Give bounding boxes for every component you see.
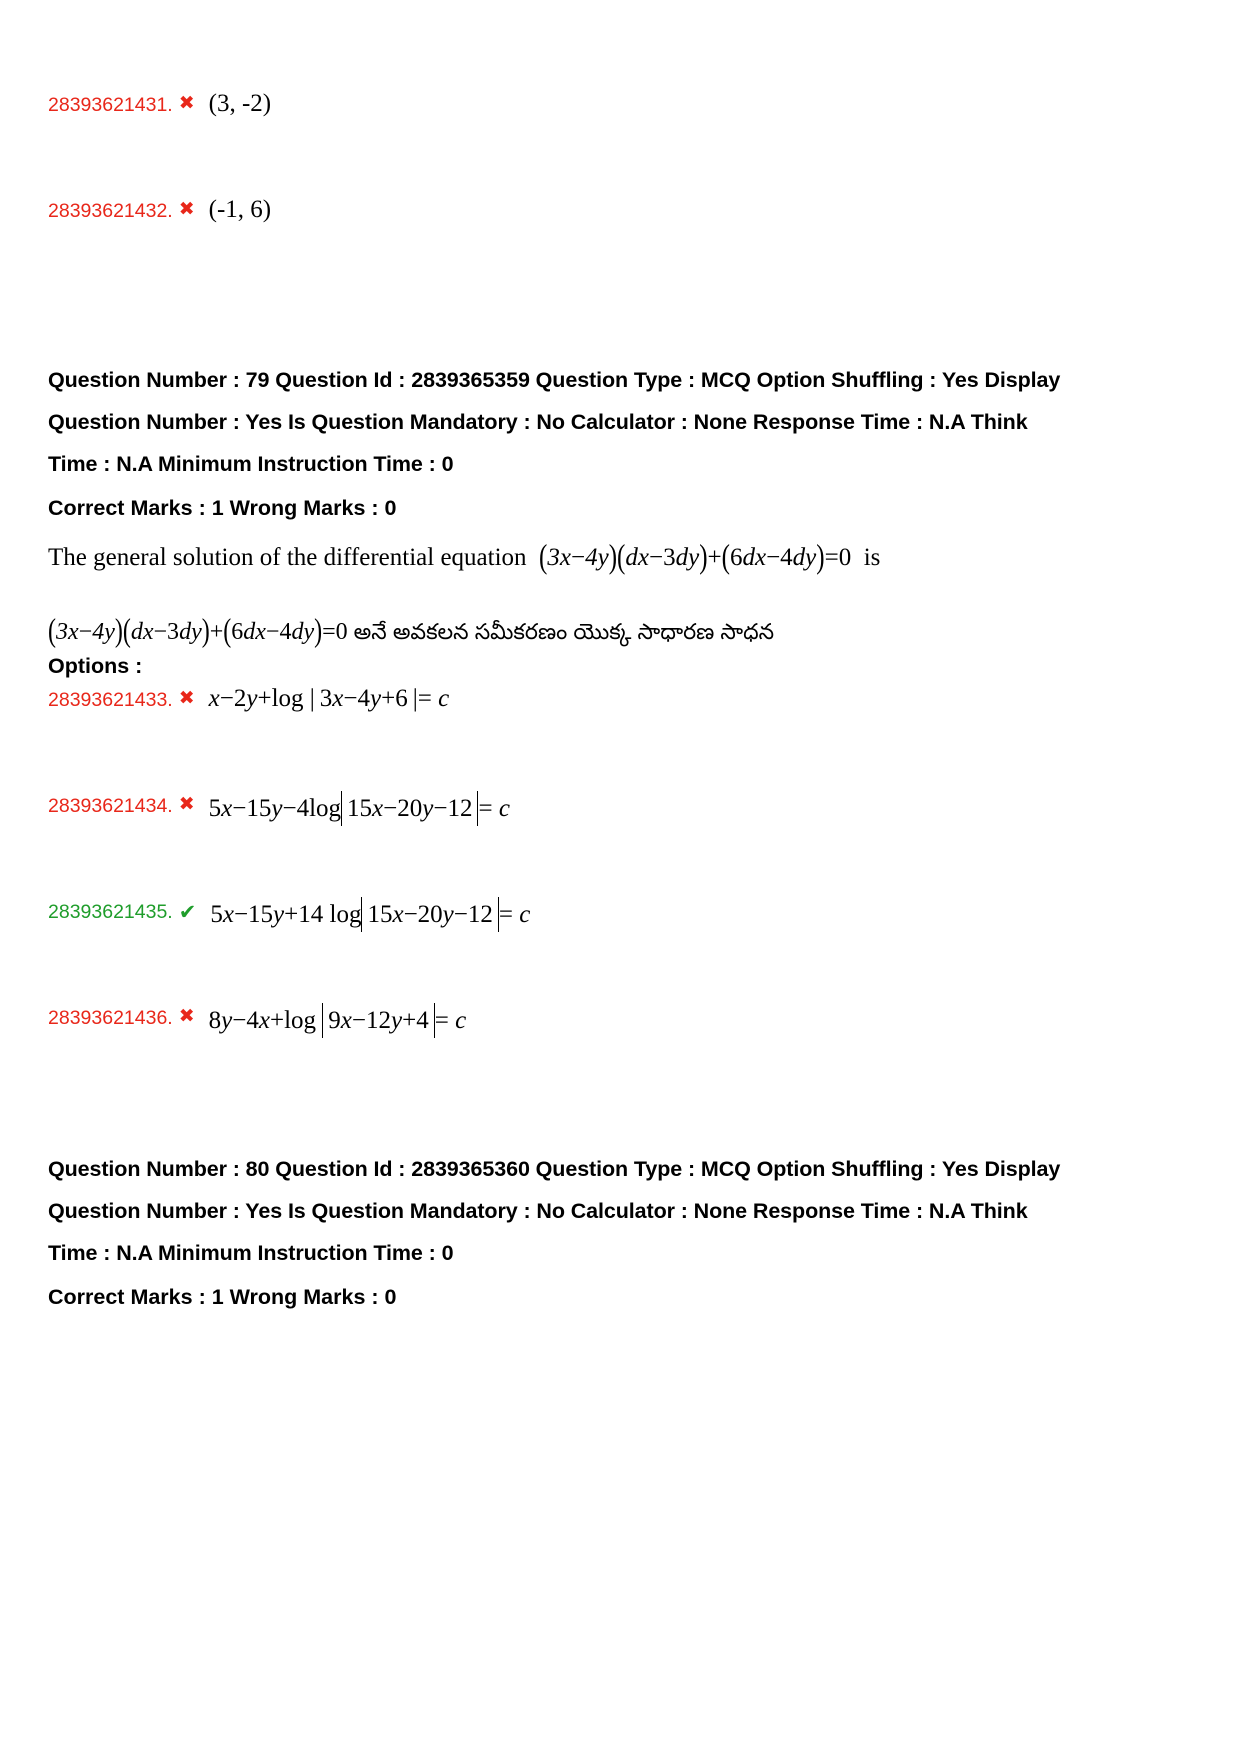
question-meta-line-1: Question Number : 79 Question Id : 2839365359 Question Type : MCQ Option Shuffling : Yes Display Question Number : Yes Is Question Mandatory : No Calculator : None Response Time : N.A Think Time : N.A Minimum Instruction Time : 0 (48, 368, 1061, 476)
option-math: x−2y+log | 3x−4y+6 |= c (208, 684, 450, 712)
option-id: 28393621436. (48, 1006, 173, 1029)
wrong-mark-icon: ✖ (178, 1005, 195, 1027)
option-id: 28393621431. (48, 94, 173, 116)
question-stem-english-suffix: is (863, 543, 881, 571)
question-stem-english (48, 538, 1140, 576)
spacer (48, 837, 1140, 897)
option-math: (-1, 6) (208, 196, 272, 223)
question-marks-line: Correct Marks : 1 Wrong Marks : 0 (48, 495, 397, 520)
question-meta-line-1: Question Number : 80 Question Id : 2839365360 Question Type : MCQ Option Shuffling : Yes Display Question Number : Yes Is Question Mandatory : No Calculator : None Response Time : N.A Think Time : N.A Minimum Instruction Time : 0 (48, 1156, 1061, 1265)
spacer (48, 242, 1140, 360)
list-item (48, 685, 1140, 731)
list-item (48, 897, 1140, 943)
option-id: 28393621435. (48, 900, 173, 923)
question-stem-telugu-text: అనే అవకలన సమీకరణం యొక్క సాధారణ సాధన (353, 619, 775, 645)
spacer (48, 136, 1140, 196)
correct-mark-icon: ✔ (178, 900, 197, 924)
question-stem-english-math: (3x−4y)(dx−3dy)+(6dx−4dy)=0 (539, 538, 864, 576)
option-id: 28393621432. (48, 200, 173, 222)
question-marks-line: Correct Marks : 1 Wrong Marks : 0 (48, 1284, 397, 1309)
question-stem-english-text: The general solution of the differential equation (48, 543, 527, 571)
option-math: 8y−4x+log 9x−12y+4 = c (209, 1003, 467, 1038)
options-label: Options : (48, 653, 143, 678)
option-math: 5x−15y+14 log 15x−20y−12 = c (210, 897, 530, 932)
wrong-mark-icon: ✖ (178, 93, 195, 114)
list-item (48, 791, 1140, 837)
spacer (48, 943, 1140, 1003)
option-id: 28393621433. (48, 688, 173, 711)
spacer (48, 1049, 1140, 1149)
question-block-79 (48, 360, 1140, 1049)
question-stem-telugu-math: (3x−4y)(dx−3dy)+(6dx−4dy)=0 (48, 614, 354, 650)
question-stem-telugu (48, 616, 1140, 650)
spacer (48, 731, 1140, 791)
list-item (48, 196, 1140, 242)
option-math: (3, -2) (208, 90, 272, 117)
wrong-mark-icon: ✖ (178, 793, 195, 815)
list-item (48, 1003, 1140, 1049)
wrong-mark-icon: ✖ (178, 687, 195, 709)
wrong-mark-icon: ✖ (178, 199, 195, 220)
question-block-80 (48, 1149, 1140, 1319)
option-math: 5x−15y−4log 15x−20y−12 = c (209, 791, 510, 826)
list-item (48, 90, 1140, 136)
option-id: 28393621434. (48, 794, 173, 817)
